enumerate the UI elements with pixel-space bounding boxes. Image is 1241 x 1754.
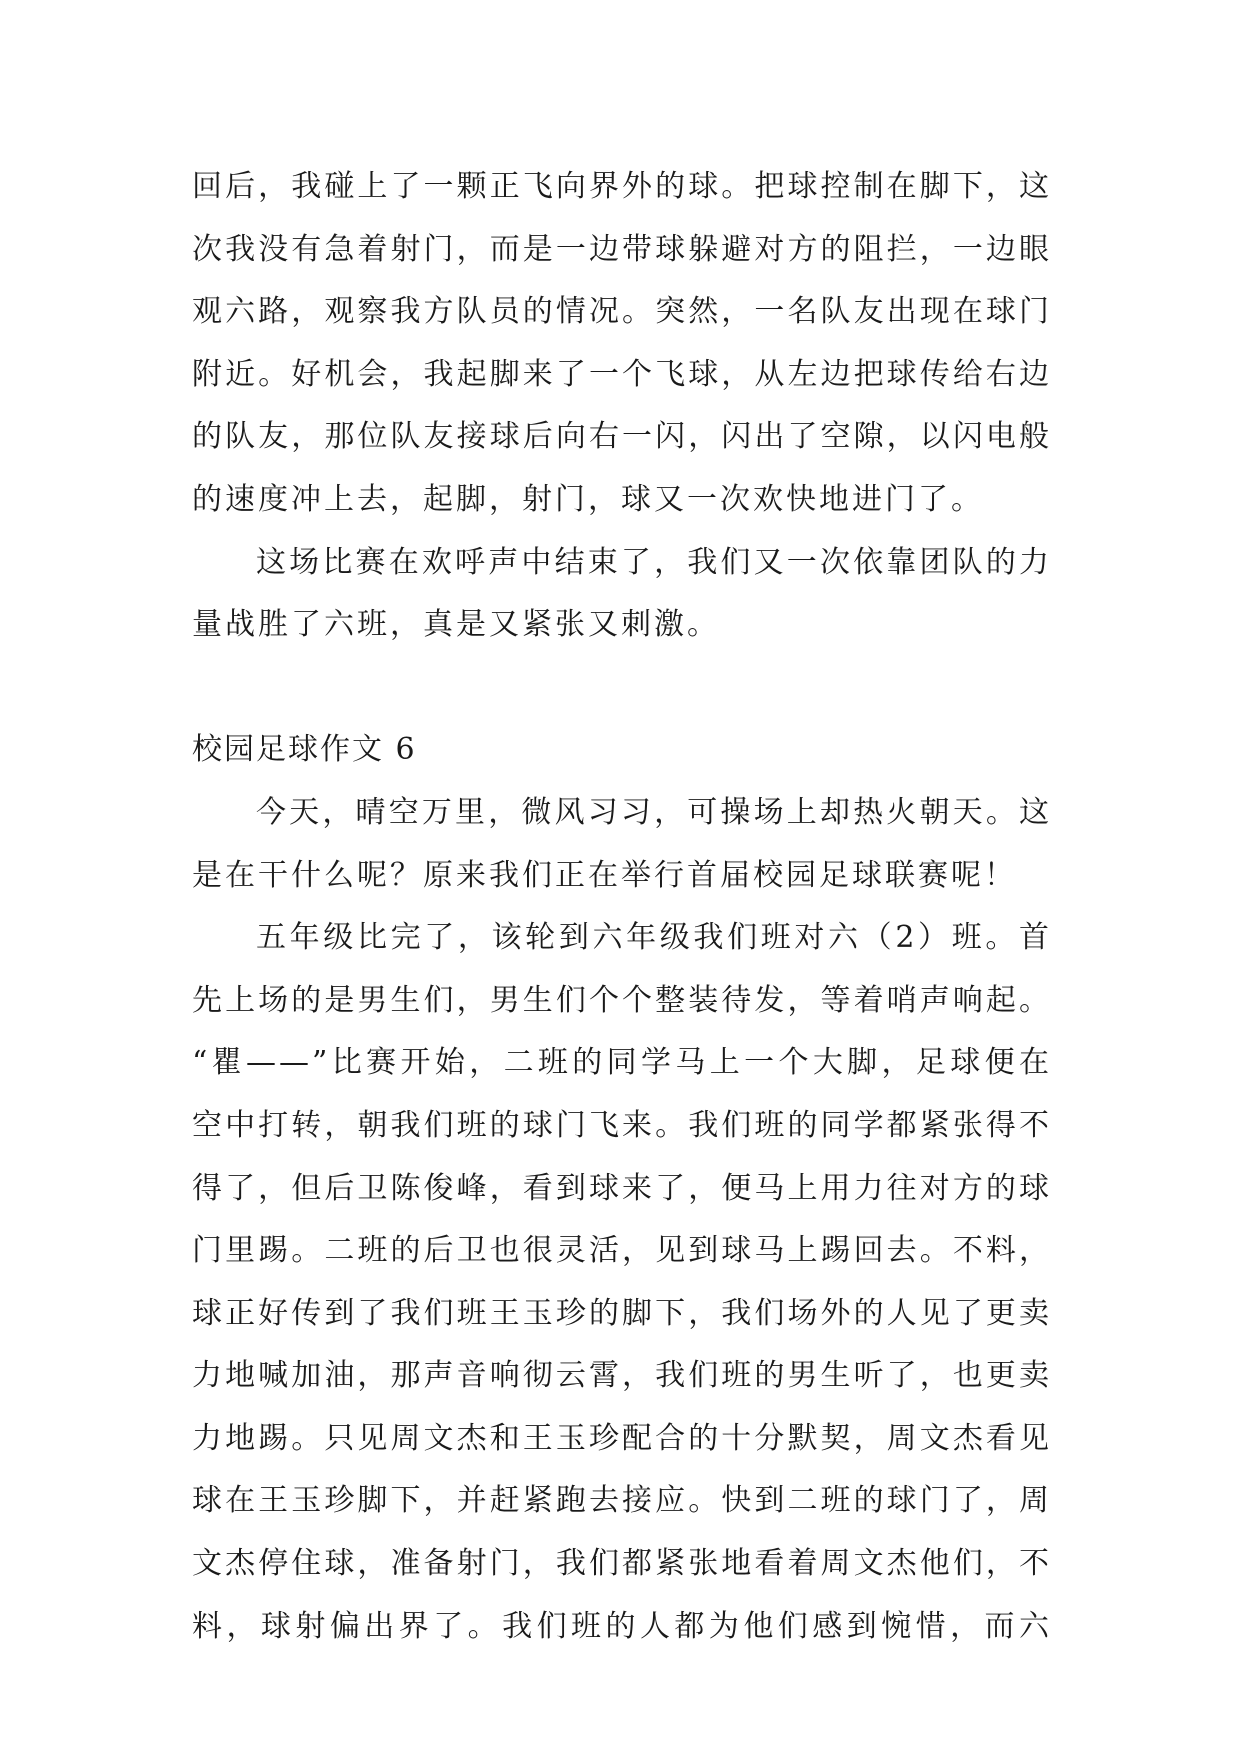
text-line: 这场比赛在欢呼声中结束了，我们又一次依靠团队的力 — [256, 544, 1052, 580]
paragraph-continuation — [192, 156, 1052, 532]
text-line: 的速度冲上去，起脚，射门，球又一次欢快地进门了。 — [192, 481, 984, 517]
text-line: “瞿——”比赛开始，二班的同学马上一个大脚，足球便在 — [192, 1045, 1052, 1081]
text-line: 球在王玉珍脚下，并赶紧跑去接应。快到二班的球门了，周 — [192, 1483, 1052, 1519]
text-line: 球正好传到了我们班王玉珍的脚下，我们场外的人见了更卖 — [192, 1295, 1052, 1331]
essay-heading: 校园足球作文 6 — [192, 732, 417, 768]
text-line: 观六路，观察我方队员的情况。突然，一名队友出现在球门 — [192, 294, 1052, 330]
text-line: 空中打转，朝我们班的球门飞来。我们班的同学都紧张得不 — [192, 1107, 1052, 1143]
text-line: 的队友，那位队友接球后向右一闪，闪出了空隙，以闪电般 — [192, 419, 1052, 455]
text-line: 附近。好机会，我起脚来了一个飞球，从左边把球传给右边 — [192, 356, 1052, 392]
paragraph-match — [192, 907, 1052, 1658]
text-line: 力地喊加油，那声音响彻云霄，我们班的男生听了，也更卖 — [192, 1358, 1052, 1394]
text-line: 量战胜了六班，真是又紧张又刺激。 — [192, 607, 720, 643]
paragraph-intro — [192, 782, 1052, 907]
text-line: 是在干什么呢？原来我们正在举行首届校园足球联赛呢！ — [192, 857, 1017, 893]
text-line: 先上场的是男生们，男生们个个整装待发，等着哨声响起。 — [192, 982, 1052, 1018]
text-line: 得了，但后卫陈俊峰，看到球来了，便马上用力往对方的球 — [192, 1170, 1052, 1206]
text-line: 回后，我碰上了一颗正飞向界外的球。把球控制在脚下，这 — [192, 169, 1052, 204]
text-line: 文杰停住球，准备射门，我们都紧张地看着周文杰他们，不 — [192, 1546, 1052, 1582]
document-body — [192, 156, 1052, 1658]
text-line: 五年级比完了，该轮到六年级我们班对六（2）班。首 — [256, 920, 1052, 956]
paragraph-conclusion — [192, 532, 1052, 657]
text-line: 力地踢。只见周文杰和王玉珍配合的十分默契，周文杰看见 — [192, 1420, 1052, 1456]
text-line: 次我没有急着射门，而是一边带球躲避对方的阻拦，一边眼 — [192, 231, 1052, 267]
text-line: 今天，晴空万里，微风习习，可操场上却热火朝天。这 — [256, 794, 1052, 830]
text-line: 门里踢。二班的后卫也很灵活，见到球马上踢回去。不料， — [192, 1233, 1052, 1269]
text-line: 料，球射偏出界了。我们班的人都为他们感到惋惜，而六 — [192, 1608, 1052, 1644]
section-gap — [192, 657, 1052, 720]
